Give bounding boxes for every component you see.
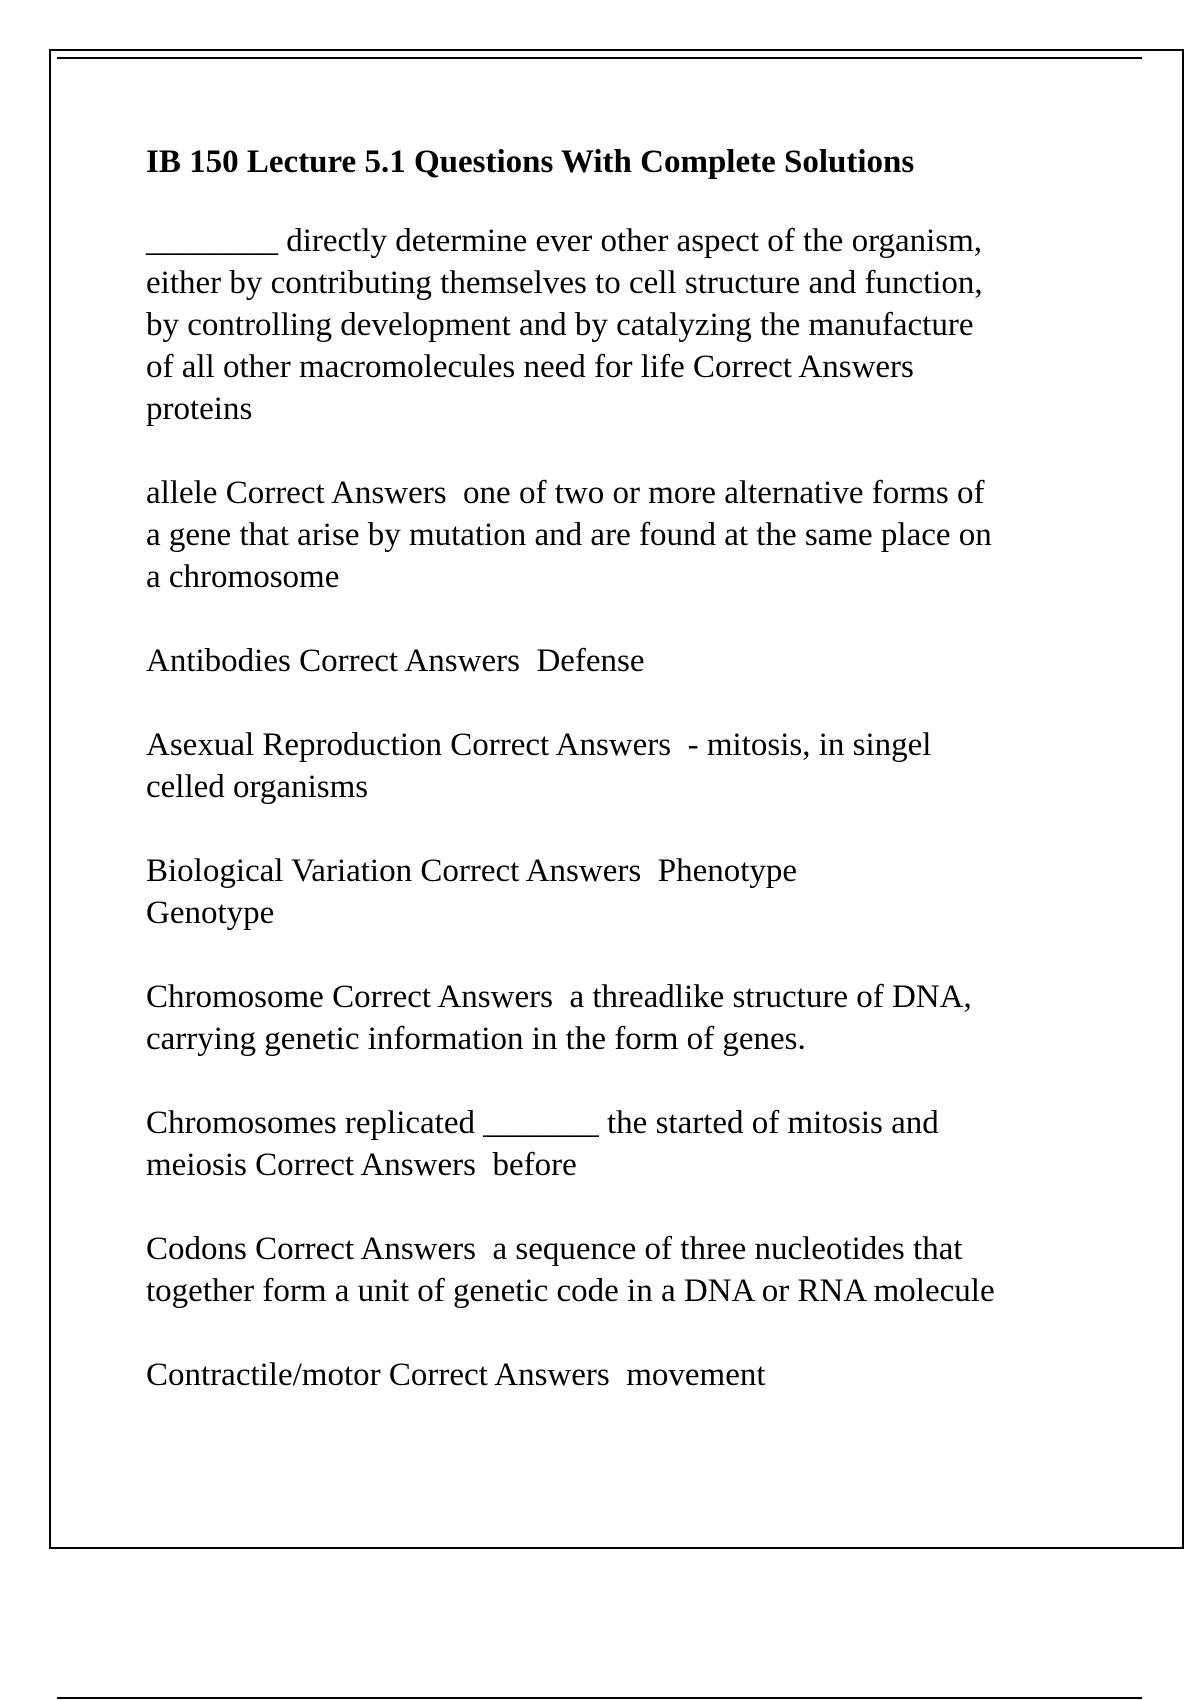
- text-line: a gene that arise by mutation and are found at the same place on: [146, 517, 992, 553]
- text-line: a chromosome: [146, 559, 340, 595]
- text-line: ________ directly determine ever other aspect of the organism,: [146, 223, 983, 259]
- text-line: either by contributing themselves to cell structure and function,: [146, 265, 983, 301]
- text-line: Contractile/motor Correct Answers movement: [146, 1357, 766, 1393]
- qa-item-codons: [146, 1228, 1086, 1312]
- qa-item-chromosome: [146, 976, 1086, 1060]
- document-body: [146, 142, 1086, 1438]
- text-line: proteins: [146, 391, 253, 427]
- text-line: celled organisms: [146, 769, 369, 805]
- qa-item-contractile-motor: [146, 1354, 1086, 1396]
- qa-item-proteins: [146, 220, 1086, 430]
- qa-item-biological-variation: [146, 850, 1086, 934]
- text-line: carrying genetic information in the form of genes.: [146, 1021, 806, 1057]
- qa-item-antibodies: [146, 640, 1086, 682]
- top-rule: [57, 57, 1142, 59]
- text-line: by controlling development and by catalyzing the manufacture: [146, 307, 974, 343]
- text-line: of all other macromolecules need for life Correct Answers: [146, 349, 914, 385]
- qa-item-chromosomes-replicated: [146, 1102, 1086, 1186]
- qa-item-asexual-reproduction: [146, 724, 1086, 808]
- text-line: Genotype: [146, 895, 275, 931]
- text-line: Chromosome Correct Answers a threadlike structure of DNA,: [146, 979, 972, 1015]
- text-line: Biological Variation Correct Answers Phenotype: [146, 853, 798, 889]
- text-line: meiosis Correct Answers before: [146, 1147, 577, 1183]
- text-line: together form a unit of genetic code in a DNA or RNA molecule: [146, 1273, 995, 1309]
- text-line: Antibodies Correct Answers Defense: [146, 643, 645, 679]
- text-line: Chromosomes replicated _______ the started of mitosis and: [146, 1105, 939, 1141]
- qa-item-allele: [146, 472, 1086, 598]
- document-title: IB 150 Lecture 5.1 Questions With Complete Solutions: [146, 144, 915, 180]
- text-line: Codons Correct Answers a sequence of three nucleotides that: [146, 1231, 963, 1267]
- text-line: allele Correct Answers one of two or more alternative forms of: [146, 475, 985, 511]
- bottom-rule: [57, 1697, 1142, 1699]
- text-line: Asexual Reproduction Correct Answers - mitosis, in singel: [146, 727, 932, 763]
